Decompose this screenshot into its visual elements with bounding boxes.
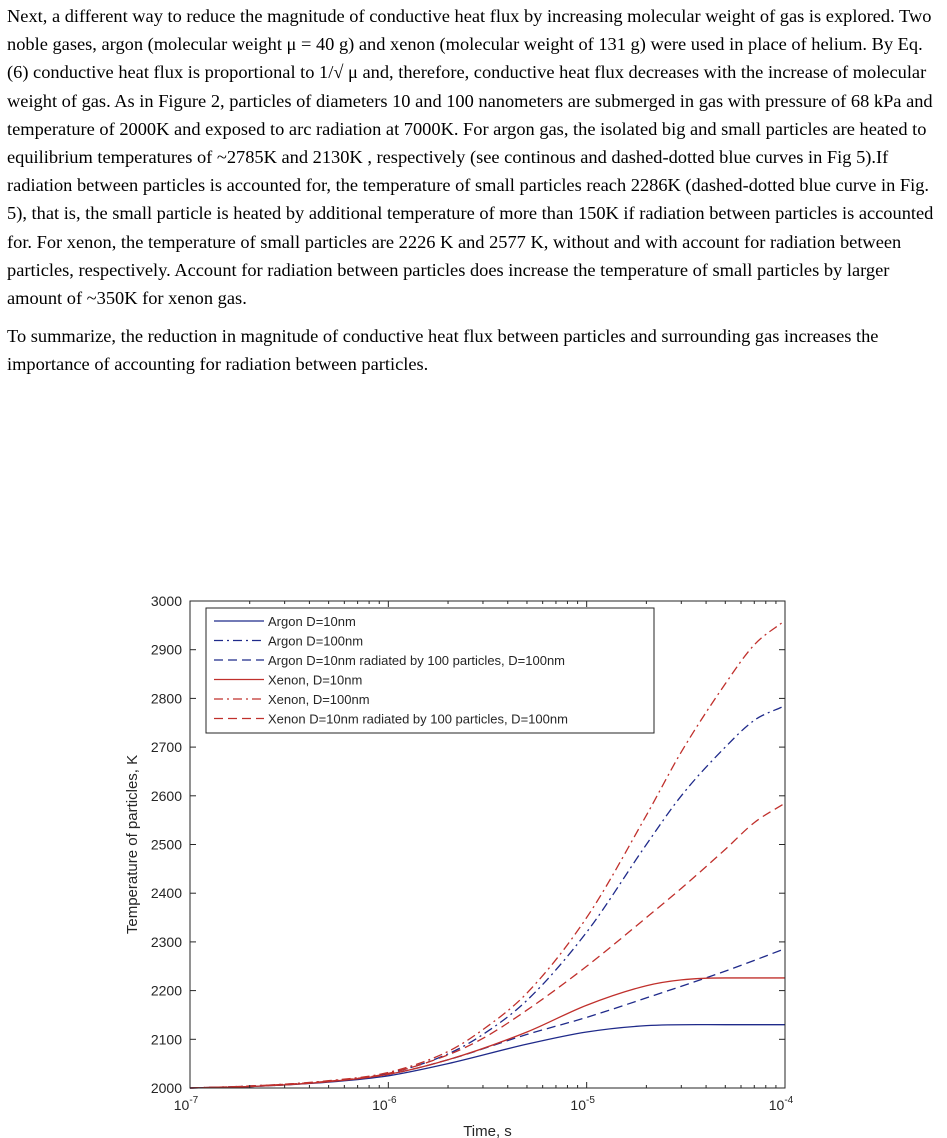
y-tick-label: 2800	[150, 690, 182, 707]
body-text	[7, 2, 943, 379]
temperature-chart	[0, 583, 947, 1138]
y-tick-label: 3000	[150, 593, 182, 609]
y-tick-label: 2000	[150, 1080, 182, 1096]
legend-entry: Argon D=10nm	[268, 614, 356, 629]
paragraph-1: Next, a different way to reduce the magnitude of conductive heat flux by increasing molecular weight of gas is explored. Two noble gases, argon (molecular weight μ = 40 g) and xenon (molecular weight of 131 g) were used in place of helium. By Eq. (6) conductive heat flux is proportional to 1/√ μ and, therefore, conductive heat flux decreases with the increase of molecular weight of gas. As in Figure 2, particles of diameters 10 and 100 nanometers are submerged in gas with pressure of 68 kPa and temperature of 2000K and exposed to arc radiation at 7000K. For argon gas, the isolated big and small particles are heated to equilibrium temperatures of ~2785K and 2130K , respectively (see continous and dashed-dotted blue curves in Fig 5).If radiation between particles is accounted for, the temperature of small particles reach 2286K (dashed-dotted blue curve in Fig. 5), that is, the small particle is heated by additional temperature of more than 150K if radiation between particles is accounted for. For xenon, the temperature of small particles are 2226 K and 2577 K, without and with account for radiation between particles, respectively. Account for radiation between particles does increase the temperature of small particles by larger amount of ~350K for xenon gas.	[7, 6, 934, 309]
x-tick-label: $10^{-5}$	[570, 1095, 595, 1113]
y-tick-label: 2900	[150, 641, 182, 658]
x-tick-label: $10^{-4}$	[768, 1095, 794, 1113]
x-axis-label: Time, s	[463, 1123, 512, 1138]
x-tick-label: $10^{-7}$	[173, 1095, 199, 1113]
legend-entry: Xenon D=10nm radiated by 100 particles, D=100nm	[268, 711, 568, 727]
y-tick-label: 2200	[150, 982, 182, 999]
y-tick-label: 2500	[150, 836, 182, 853]
y-tick-label: 2100	[150, 1031, 182, 1048]
legend-entry: Argon D=10nm radiated by 100 particles, D=100nm	[268, 653, 566, 668]
legend-entry: Xenon, D=10nm	[268, 672, 363, 688]
y-axis-label: Temperature of particles, K	[124, 754, 141, 935]
y-tick-label: 2300	[150, 933, 182, 950]
paragraph-2: To summarize, the reduction in magnitude of conductive heat flux between particles and surrounding gas increases the importance of accounting for radiation between particles.	[7, 326, 879, 375]
legend-entry: Argon D=100nm	[268, 633, 364, 649]
y-tick-label: 2400	[150, 885, 182, 902]
legend-entry: Xenon, D=100nm	[268, 692, 370, 707]
x-tick-label: $10^{-6}$	[372, 1095, 397, 1113]
y-tick-label: 2600	[150, 787, 182, 804]
legend	[206, 608, 654, 733]
y-tick-label: 2700	[150, 739, 182, 756]
